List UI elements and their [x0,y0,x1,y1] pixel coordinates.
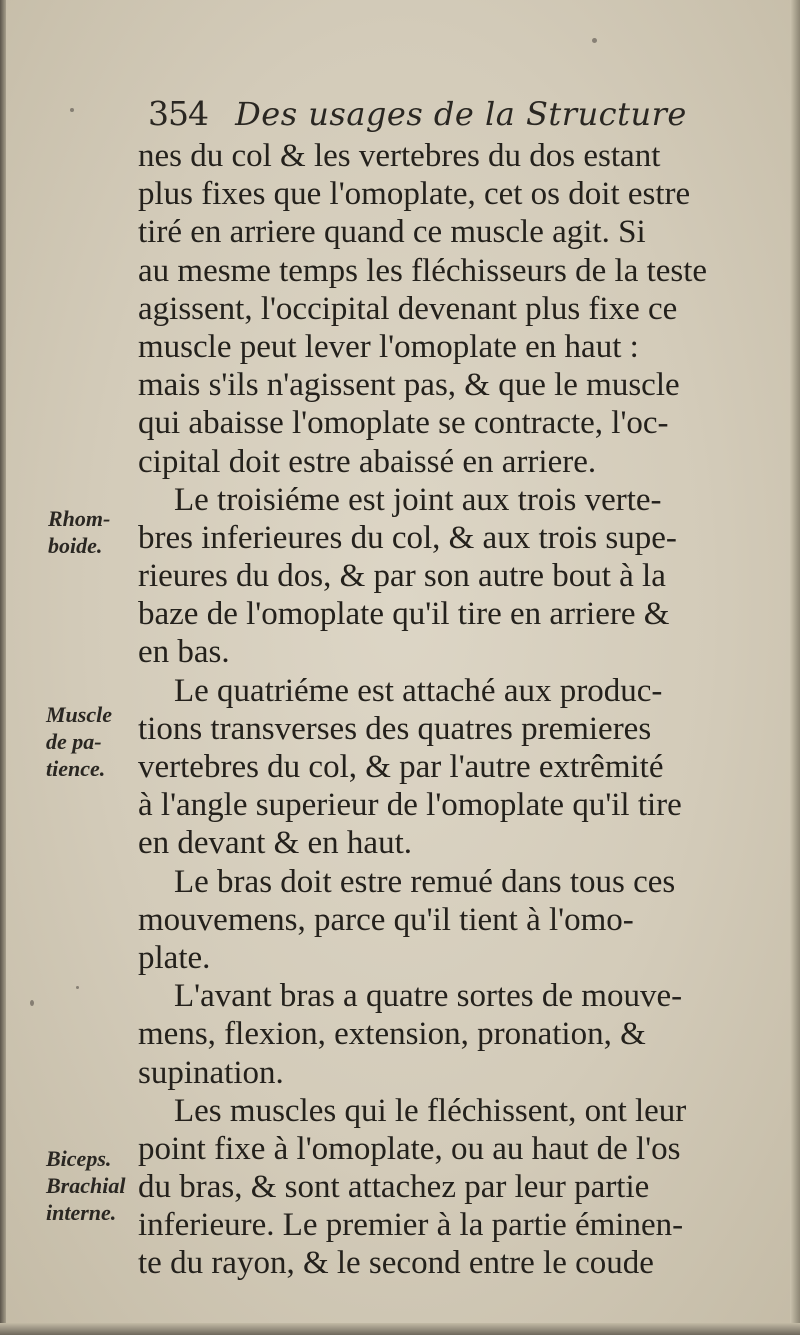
marginal-note-line: Biceps. [46,1146,112,1171]
text-line: point fixe à l'omoplate, ou au haut de l'os [138,1130,681,1167]
marginal-note-line: Muscle [46,702,112,727]
text-line: Le troisiéme est joint aux trois verte- [174,481,662,518]
text-line: cipital doit estre abaissé en arriere. [138,443,597,480]
text-line: agissent, l'occipital devenant plus fixe ce [138,290,678,327]
text-line: Le quatriéme est attaché aux produc- [174,672,663,709]
marginal-note-line: Rhom- [48,506,111,531]
text-line: mens, flexion, extension, pronation, & [138,1016,646,1053]
text-line: te du rayon, & le second entre le coude [138,1245,654,1282]
paper-speck [592,38,597,43]
text-line: plus fixes que l'omoplate, cet os doit estre [138,176,691,213]
text-line: au mesme temps les fléchisseurs de la teste [138,252,708,289]
text-line: L'avant bras a quatre sortes de mouve- [174,978,683,1015]
text-line: supination. [138,1054,284,1091]
text-line: mais s'ils n'agissent pas, & que le muscle [138,367,680,404]
text-line: baze de l'omoplate qu'il tire en arriere & [138,596,670,633]
paper-speck [76,986,79,989]
marginal-note-muscle-de-patience [46,702,112,783]
page-header [148,94,687,133]
text-line: Les muscles qui le fléchissent, ont leur [174,1092,687,1129]
text-line: qui abaisse l'omoplate se contracte, l'oc- [138,405,669,442]
text-line: en devant & en haut. [138,825,412,862]
text-line: du bras, & sont attachez par leur partie [138,1169,650,1206]
paper-speck [30,1000,34,1006]
text-line: Le bras doit estre remué dans tous ces [174,863,676,900]
text-line: mouvemens, parce qu'il tient à l'omo- [138,901,634,938]
running-title: Des usages de la Structure [235,95,687,133]
page-edge-left [0,0,6,1335]
marginal-note-line: Brachial [46,1173,126,1198]
page-number: 354 [148,94,208,133]
marginal-note-line: boide. [48,533,103,558]
text-line: muscle peut lever l'omoplate en haut : [138,328,639,365]
marginal-note-rhomboide [48,506,110,560]
text-line: rieures du dos, & par son autre bout à la [138,558,666,595]
text-line: vertebres du col, & par l'autre extrêmité [138,749,664,785]
text-line: nes du col & les vertebres du dos estant [138,138,661,174]
paper-speck [70,108,74,112]
page-edge-right [790,0,800,1335]
marginal-note-line: tience. [46,756,106,781]
marginal-note-line: interne. [46,1200,117,1225]
marginal-note-line: de pa- [46,729,102,754]
marginal-note-biceps-brachial [46,1146,125,1227]
body-text [138,137,788,1283]
text-line: plate. [138,939,211,976]
text-line: tiré en arriere quand ce muscle agit. Si [138,214,646,251]
text-line: en bas. [138,634,230,671]
text-line: inferieure. Le premier à la partie éminen- [138,1207,684,1244]
text-line: à l'angle superieur de l'omoplate qu'il tire [138,787,682,824]
page-edge-bottom [0,1323,800,1335]
text-line: bres inferieures du col, & aux trois supe- [138,519,677,556]
text-line: tions transverses des quatres premieres [138,710,652,747]
